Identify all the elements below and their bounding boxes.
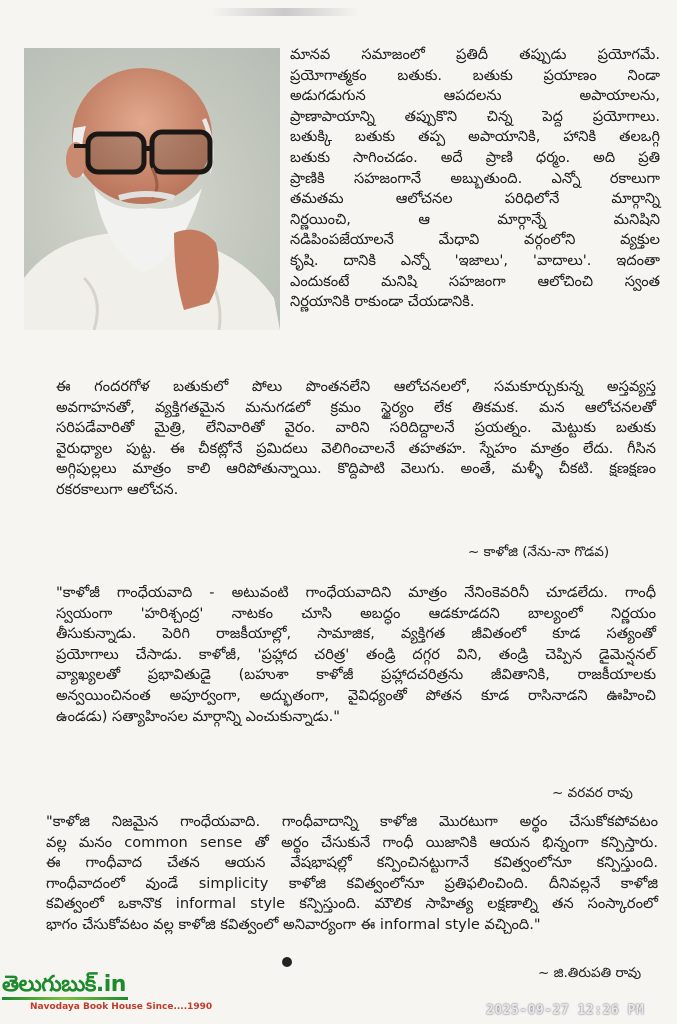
text-line: కృషి. దానికి ఎన్నో 'ఇజాలు', 'వాదాలు'. ఇదంతా [290,251,660,269]
author-portrait [24,48,280,330]
text-line: భాగం చేసుకోవటం వల్ల కాళోజి కవిత్వంలో అనివార్యంగా ఈ informal style వచ్చింది." [46,915,541,933]
text-line: ఈ గందరగోళ బతుకులో పోలు పొంతనలేని ఆలోచనలలో, సమకూర్చుకున్న అస్తవ్యస్త [56,378,656,395]
text-line: బతుకు సాగించడం. అదే ప్రాణి ధర్మం. అది ప్రతి [290,148,660,166]
quote-tirupati-rao [46,812,658,936]
intro-paragraph [290,45,660,313]
text-line: ఈ గాంధీవాద చేతన ఆయన వేషభాషల్లో కన్పించినట్టుగానే కవిత్వంలోనూ కన్పిస్తుంది. [46,854,658,872]
text-line: ఉండడు) సత్యాహింసల మార్గాన్ని ఎంచుకున్నాడు." [56,707,340,725]
text-line: రకరకాలుగా ఆలోచన. [56,480,179,498]
text-line: వల్ల మనం common sense తో అర్థం చేసుకునే గాంధీ యిజానికి ఆయన భిన్నంగా కన్పిస్తారు. [46,833,658,851]
text-line: అడుగడుగున ఆపదలను అపాయాలను, [290,87,660,105]
text-line: నిర్ణయించి, ఆ మార్గాన్నే మనిషిని [290,210,660,228]
scan-smudge [210,8,360,16]
text-line: గాంధీవాదంలో వుండే simplicity కాళోజి కవిత్వంలోనూ ప్రతిఫలించింది. దీనివల్లనే కాళోజి [46,874,658,892]
text-line: వ్యాఖ్యలతో ప్రభావితుడై (బహుశా కాళోజీ ప్రహ్లాదచరిత్రను జీవితానికి, రాజకీయాలకు [56,666,656,684]
text-line: "కాళోజి నిజమైన గాంధేయవాది. గాంధీవాదాన్ని కాళోజి మొరటుగా అర్థం చేసుకోకపోవటం [46,813,658,830]
text-line: వైరుధ్యాల పుట్ట. ఈ చీకట్లోనే ప్రమిదలు వెలిగించాలనే తహతహ. స్నేహం మాత్రం లేదు. గీసిన [56,439,656,457]
text-line: "కాళోజీ గాంధేయవాది - అటువంటి గాంధేయవాదిని మాత్రం నేనింకెవరినీ చూడలేదు. గాంధీ [56,584,656,601]
text-line: తీసుకున్నాడు. పెరిగి రాజకీయాల్లో, సామాజిక, వ్యక్తిగత జీవితంలో కూడ సత్యంతో [56,625,656,643]
text-line: బతుక్కి బతుకు తప్ప అపాయానికి, హానికి తలఒగ్గి [290,128,660,146]
attribution-kaloji: ~ కాళోజి (నేను-నా గొడవ) [468,544,610,560]
attribution-tirupati-rao: ~ జి.తిరుపతి రావు [538,965,642,981]
ink-spot [282,957,292,967]
logo-text: తెలుగుబుక్.in [2,972,126,997]
text-line: కవిత్వంలో ఒకానొక informal style కన్పిస్తుంది. మౌలిక సాహిత్య లక్షణాల్ని తన సంస్కారంలో [46,895,658,913]
photo-timestamp: 2025-09-27 12:26 PM [486,1003,645,1018]
text-line: మానవ సమాజంలో ప్రతిదీ తప్పుడు ప్రయోగమే. [290,46,660,63]
text-line: అగ్గిపుల్లలు మాత్రం కాలి ఆరిపోతున్నాయి. కొద్దిపాటి వెలుగు. అంతే, మళ్ళీ చీకటి. క్షణక్షణం [56,460,656,478]
quote-varavara-rao [56,583,656,727]
text-line: నిర్ణయానికి రాకుండా చేయడానికి. [290,293,475,311]
text-line: తమతమ ఆలోచనల పరిధిలోనే మార్గాన్ని [290,190,660,208]
text-line: అన్వయించినంత అపూర్వంగా, అద్భుతంగా, వైవిధ్యంతో పోతన కూడ రాసినాడని ఊహించి [56,686,656,704]
site-logo [2,972,213,1020]
text-line: అవగాహనతో, వ్యక్తిగతమైన మనుగడలో క్రమం స్థైర్యం లేక తికమక. మన ఆలోచనలతో [56,398,656,416]
text-line: ప్రాణికి సహజంగానే అబ్బుతుంది. ఎన్నో రకాలుగా [290,169,660,187]
text-line: ప్రాణాపాయాన్ని తప్పుకొని చిన్న పెద్ద ప్రయోగాలు. [290,107,660,125]
text-line: ఎందుకంటే మనిషి సహజంగా ఆలోచించి స్వంత [290,272,660,290]
text-line: ప్రయోగాత్మకం బతుకు. బతుకు ప్రయాణం నిండా [290,66,660,84]
logo-subtitle: Navodaya Book House Since....1990 [30,1002,213,1012]
logo-underline [2,997,128,1000]
text-line: నడిపింపజేయాలనే మేధావి వర్గంలోని వ్యక్తుల [290,231,660,249]
text-line: స్వయంగా 'హరిశ్చంద్ర' నాటకం చూసి అబద్ధం ఆడకూడదని బాల్యంలో నిర్ణయం [56,604,656,622]
attribution-varavara-rao: ~ వరవర రావు [552,785,633,801]
text-line: సరిపడేవారితో మైత్రి, లేనివారితో వైరం. వారిని సరిదిద్దాలనే ప్రయత్నం. మెట్టుకు బతుకు [56,419,656,437]
body-paragraph [56,377,656,501]
text-line: ప్రయోగాలు చేసాడు. కాళోజీ, 'ప్రహ్లాద చరిత్ర' తండ్రి దగ్గర విని, తండ్రి చెప్పిన డైమెన్షనల్ [56,645,656,663]
